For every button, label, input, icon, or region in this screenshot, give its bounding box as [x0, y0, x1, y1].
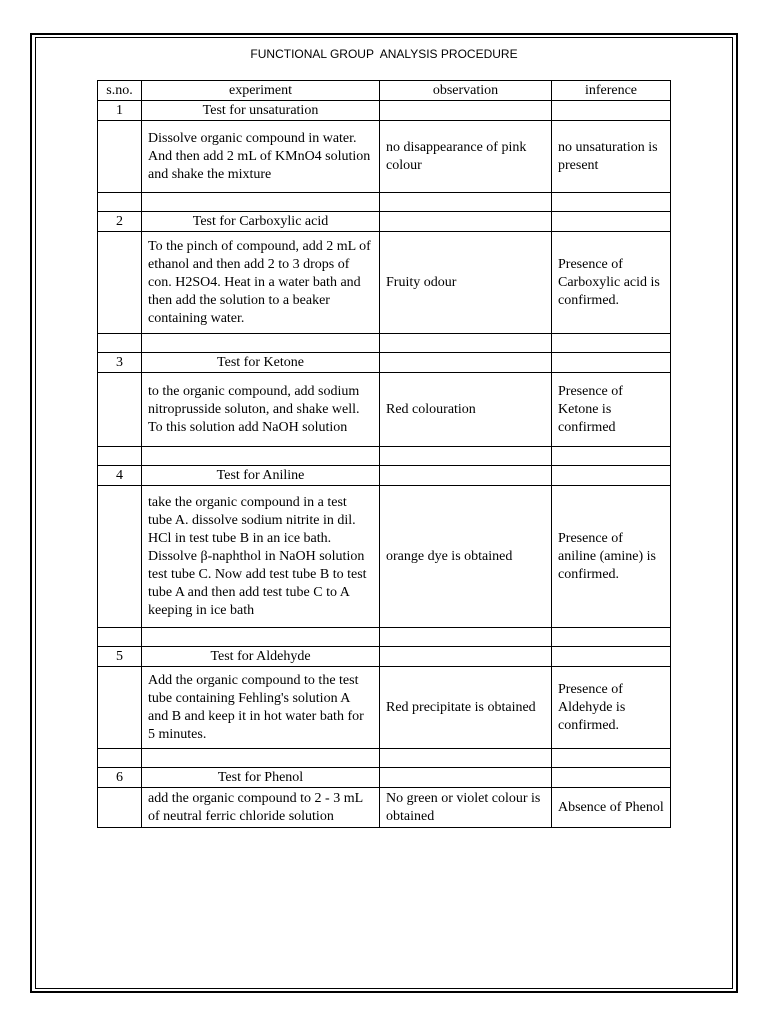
empty-cell: [380, 101, 552, 121]
procedure-table: [97, 80, 671, 828]
empty-cell: [552, 768, 671, 788]
test-observation: no disappearance of pink colour: [380, 121, 552, 193]
test-detail-row: [98, 121, 671, 193]
test-procedure: Dissolve organic compound in water. And then add 2 mL of KMnO4 solution and shake the mixture: [142, 121, 380, 193]
test-number: 1: [98, 101, 142, 121]
empty-cell: [552, 212, 671, 232]
test-number: 3: [98, 353, 142, 373]
test-number: 2: [98, 212, 142, 232]
empty-cell: [98, 121, 142, 193]
test-procedure: To the pinch of compound, add 2 mL of ethanol and then add 2 to 3 drops of con. H2SO4. Heat in a water bath and then add the solution to a beaker containing water.: [142, 232, 380, 334]
test-inference: Presence of Carboxylic acid is confirmed.: [552, 232, 671, 334]
test-detail-row: [98, 373, 671, 447]
test-title-row: [98, 466, 671, 486]
test-detail-row: [98, 486, 671, 628]
test-observation: Fruity odour: [380, 232, 552, 334]
empty-cell: [98, 788, 142, 828]
test-title-row: [98, 212, 671, 232]
test-number: 5: [98, 647, 142, 667]
test-inference: no unsaturation is present: [552, 121, 671, 193]
test-inference: Presence of Aldehyde is confirmed.: [552, 667, 671, 749]
test-title-row: [98, 353, 671, 373]
header-observation: observation: [380, 81, 552, 101]
test-procedure: take the organic compound in a test tube A. dissolve sodium nitrite in dil. HCl in test tube B in an ice bath. Dissolve β-naphthol in NaOH solution test tube C. Now add test tube B to test tube A and then add test tube C to A keeping in ice bath: [142, 486, 380, 628]
test-name: Test for unsaturation: [142, 101, 380, 121]
test-name: Test for Aldehyde: [142, 647, 380, 667]
test-name: Test for Aniline: [142, 466, 380, 486]
test-procedure: to the organic compound, add sodium nitroprusside soluton, and shake well. To this solution add NaOH solution: [142, 373, 380, 447]
empty-cell: [380, 466, 552, 486]
test-title-row: [98, 101, 671, 121]
empty-cell: [98, 667, 142, 749]
test-inference: Presence of aniline (amine) is confirmed.: [552, 486, 671, 628]
test-name: Test for Carboxylic acid: [142, 212, 380, 232]
empty-cell: [380, 212, 552, 232]
spacer-row: [98, 334, 671, 353]
test-number: 4: [98, 466, 142, 486]
empty-cell: [552, 101, 671, 121]
empty-cell: [98, 232, 142, 334]
test-number: 6: [98, 768, 142, 788]
test-detail-row: [98, 667, 671, 749]
test-name: Test for Ketone: [142, 353, 380, 373]
header-inference: inference: [552, 81, 671, 101]
test-observation: No green or violet colour is obtained: [380, 788, 552, 828]
spacer-row: [98, 447, 671, 466]
empty-cell: [98, 486, 142, 628]
test-procedure: Add the organic compound to the test tube containing Fehling's solution A and B and keep it in hot water bath for 5 minutes.: [142, 667, 380, 749]
empty-cell: [380, 768, 552, 788]
test-observation: orange dye is obtained: [380, 486, 552, 628]
test-detail-row: [98, 232, 671, 334]
empty-cell: [552, 647, 671, 667]
empty-cell: [380, 353, 552, 373]
test-title-row: [98, 647, 671, 667]
spacer-row: [98, 628, 671, 647]
test-inference: Absence of Phenol: [552, 788, 671, 828]
document-title: FUNCTIONAL GROUP ANALYSIS PROCEDURE: [250, 47, 518, 61]
test-inference: Presence of Ketone is confirmed: [552, 373, 671, 447]
test-detail-row: [98, 788, 671, 828]
test-name: Test for Phenol: [142, 768, 380, 788]
spacer-row: [98, 193, 671, 212]
test-procedure: add the organic compound to 2 - 3 mL of neutral ferric chloride solution: [142, 788, 380, 828]
header-experiment: experiment: [142, 81, 380, 101]
test-title-row: [98, 768, 671, 788]
header-row: [98, 81, 671, 101]
header-sno: s.no.: [98, 81, 142, 101]
empty-cell: [552, 466, 671, 486]
empty-cell: [98, 373, 142, 447]
empty-cell: [380, 647, 552, 667]
test-observation: Red precipitate is obtained: [380, 667, 552, 749]
test-observation: Red colouration: [380, 373, 552, 447]
spacer-row: [98, 749, 671, 768]
empty-cell: [552, 353, 671, 373]
